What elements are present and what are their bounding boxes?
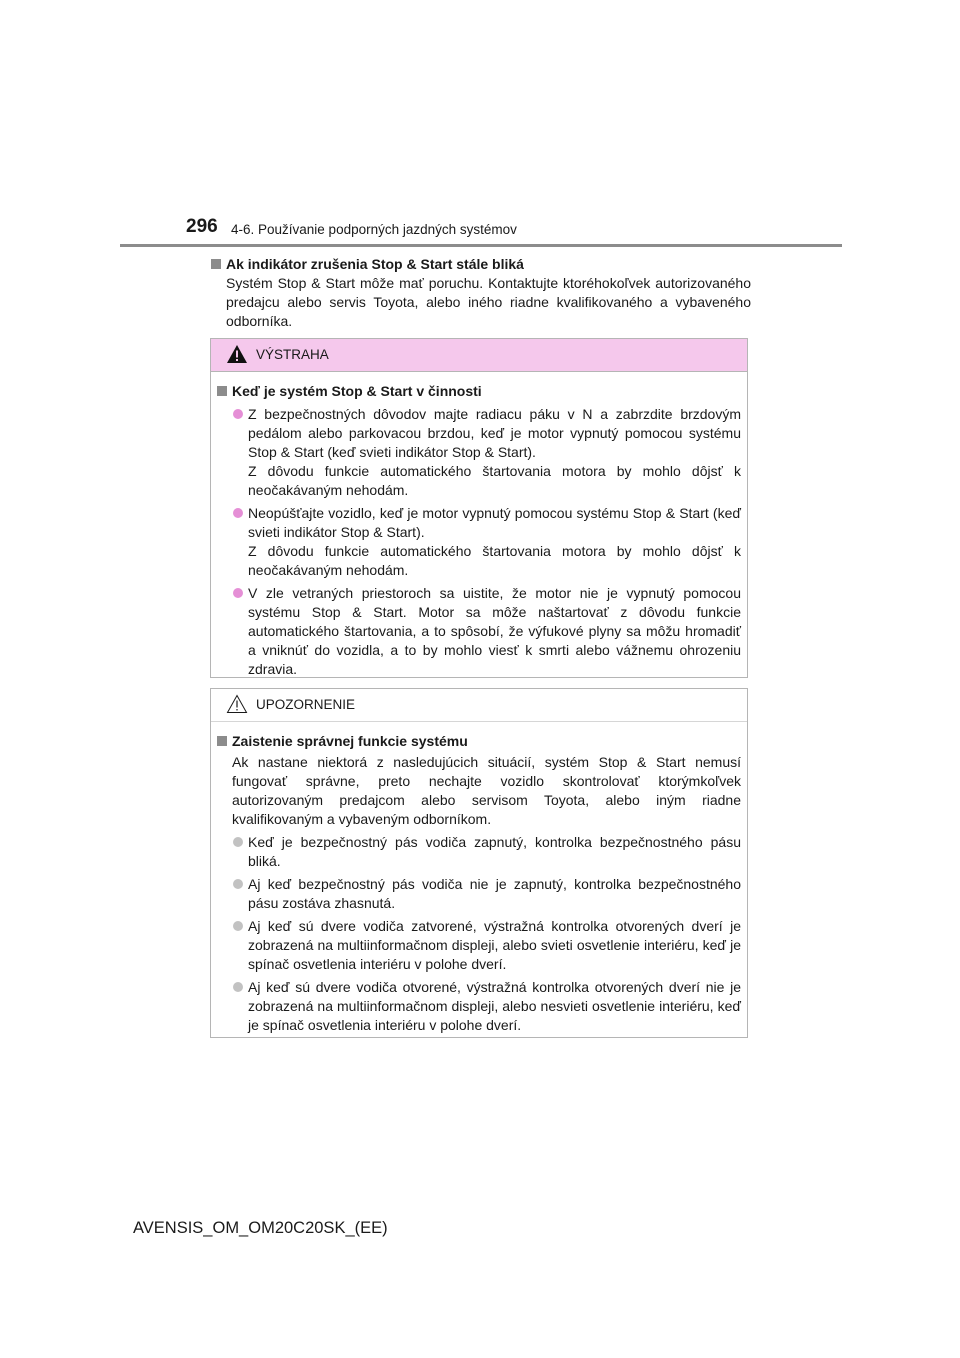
- header-rule: [120, 244, 842, 247]
- intro-section: [211, 255, 751, 331]
- list-item: [217, 917, 741, 974]
- square-bullet-icon: [211, 259, 221, 269]
- square-bullet-icon: [217, 386, 227, 396]
- list-item-note: Z dôvodu funkcie automatického štartovania motora by mohlo dôjsť k neočakávaným nehodám.: [248, 543, 741, 578]
- list-item-text: Aj keď sú dvere vodiča zatvorené, výstražná kontrolka otvorených dverí je zobrazená na multiinformačnom displeji, alebo svieti osvetlenie interiéru, keď je spínač osvetlenia interiéru v polohe dverí.: [248, 918, 741, 972]
- bullet-dot-icon: [233, 921, 243, 931]
- list-item: [217, 405, 741, 500]
- list-item-text: V zle vetraných priestoroch sa uistite, že motor nie je vypnutý pomocou systému Stop & Start. Motor sa môže naštartovať z dôvodu funkcie automatického štartovania, a to spôsobí, že výfukové plyny sa môžu hromadiť a vniknúť do vozidla, a to by mohlo viesť k smrti alebo vážnemu ohrozeniu zdravia.: [248, 585, 741, 677]
- bullet-dot-icon: [233, 879, 243, 889]
- warning-section-heading: [217, 382, 741, 401]
- caution-body: [211, 722, 747, 1035]
- caution-text: Ak nastane niektorá z nasledujúcich situácií, systém Stop & Start nemusí fungovať správne, preto nechajte vozidlo skontrolovať ktorýmkoľvek autorizovaným predajcom alebo servisom Toyota, alebo iným riadne kvalifikovaným a vybaveným odborníkom.: [232, 754, 741, 827]
- caution-section-title: Zaistenie správnej funkcie systému: [232, 733, 468, 749]
- list-item-text: Keď je bezpečnostný pás vodiča zapnutý, kontrolka bezpečnostného pásu bliká.: [248, 834, 741, 869]
- list-item: [217, 504, 741, 580]
- bullet-dot-icon: [233, 588, 243, 598]
- warning-section-title: Keď je systém Stop & Start v činnosti: [232, 383, 482, 399]
- list-item-text: Aj keď bezpečnostný pás vodiča nie je zapnutý, kontrolka bezpečnostného pásu zostáva zhasnutá.: [248, 876, 741, 911]
- bullet-dot-icon: [233, 409, 243, 419]
- caution-triangle-icon: [226, 694, 248, 714]
- list-item: [217, 584, 741, 679]
- caution-box: [210, 688, 748, 1038]
- list-item: [217, 833, 741, 871]
- list-item-text: Aj keď sú dvere vodiča otvorené, výstražná kontrolka otvorených dverí nie je zobrazená na multiinformačnom displeji, alebo nesvieti osvetlenie interiéru, keď je spínač osvetlenia interiéru v polohe dverí.: [248, 979, 741, 1033]
- bullet-dot-icon: [233, 982, 243, 992]
- bullet-dot-icon: [233, 837, 243, 847]
- caution-label: UPOZORNENIE: [256, 697, 356, 712]
- warning-body: [211, 372, 747, 679]
- list-item-text: Z bezpečnostných dôvodov majte radiacu páku v N a zabrzdite brzdovým pedálom alebo parkovacou brzdou, keď je motor vypnutý pomocou systému Stop & Start (keď svieti indikátor Stop & Start).: [248, 406, 741, 460]
- chapter-title: 4-6. Používanie podporných jazdných systémov: [231, 222, 517, 237]
- warning-label: VÝSTRAHA: [256, 347, 329, 362]
- list-item: [217, 978, 741, 1035]
- caution-header: [211, 689, 747, 722]
- intro-text: Systém Stop & Start môže mať poruchu. Kontaktujte ktoréhokoľvek autorizovaného predajcu alebo servis Toyota, alebo iného riadne kvalifikovaného a vybaveného odborníka.: [226, 275, 751, 329]
- caution-section-heading: [217, 732, 741, 751]
- warning-box: [210, 338, 748, 678]
- intro-title: Ak indikátor zrušenia Stop & Start stále bliká: [226, 256, 524, 272]
- square-bullet-icon: [217, 736, 227, 746]
- bullet-dot-icon: [233, 508, 243, 518]
- list-item-note: Z dôvodu funkcie automatického štartovania motora by mohlo dôjsť k neočakávaným nehodám.: [248, 463, 741, 498]
- intro-heading: [211, 255, 751, 274]
- list-item-text: Neopúšťajte vozidlo, keď je motor vypnutý pomocou systému Stop & Start (keď svieti indikátor Stop & Start).: [248, 505, 741, 540]
- footer-code: AVENSIS_OM_OM20C20SK_(EE): [133, 1219, 388, 1237]
- page-number: 296: [186, 216, 218, 237]
- warning-triangle-icon: [226, 344, 248, 364]
- list-item: [217, 875, 741, 913]
- warning-header: [211, 339, 747, 372]
